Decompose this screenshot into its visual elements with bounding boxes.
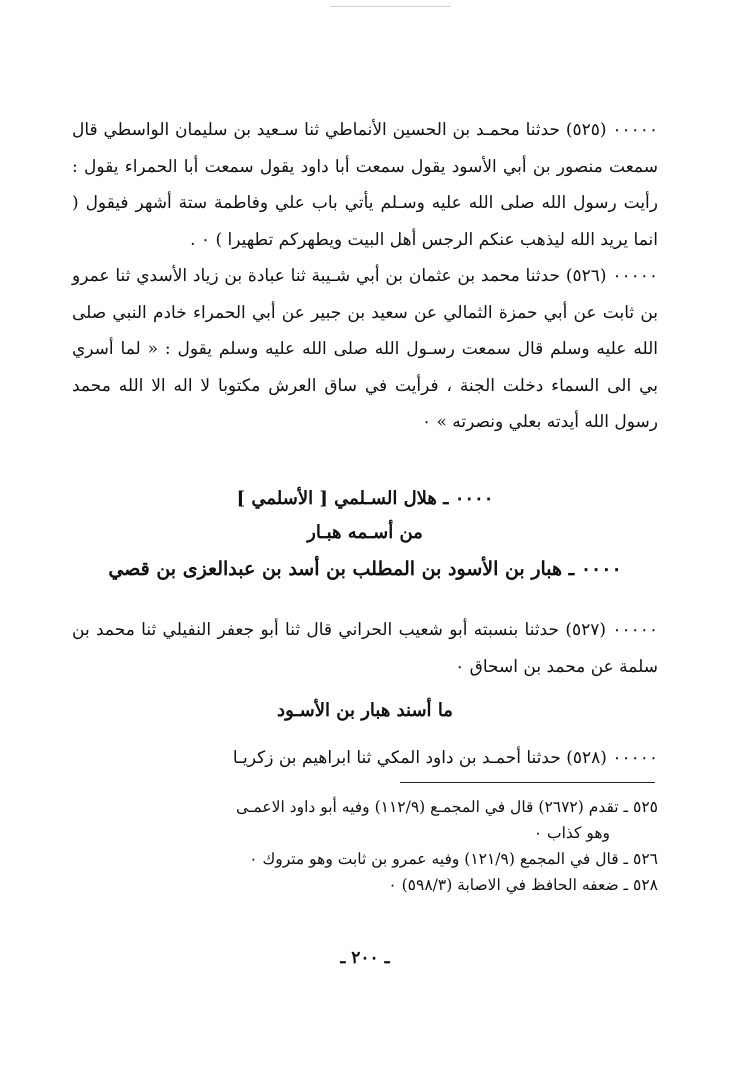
footnote-528: ٥٢٨ ـ ضعفه الحافظ في الاصابة (٥٩٨/٣) ٠ (388, 876, 658, 894)
footnote-525-continuation: وهو كذاب ٠ (533, 824, 610, 842)
main-text-block (72, 112, 658, 441)
section-heading-musnad: ما أسند هبار بن الأسـود (277, 700, 453, 721)
footnote-divider (400, 782, 655, 783)
footnote-526: ٥٢٦ ـ قال في المجمع (١٢١/٩) وفيه عمرو بن ثابت وهو متروك ٠ (249, 850, 658, 868)
hadith-526: ٠٠٠٠٠ (٥٢٦) حدثنا محمد بن عثمان بن أبي شـيبة ثنا عبادة بن زياد الأسدي ثنا عمرو بن ثابت عن أبي حمزة الثمالي عن سعيد بن جبير عن أبي الحمراء خادم النبي صلى الله عليه وسلم قال سمعت رسـول الله صلى الله عليه وسلم يقول : « لما أسري بي الى السماء دخلت الجنة ، فرأيت في ساق العرش مكتوبا لا اله الا الله محمد رسول الله أيدته بعلي ونصرته » ٠ (72, 266, 658, 432)
footnotes (72, 794, 658, 898)
section-heading-habbar-names: من أسـمه هبـار (307, 522, 423, 543)
top-divider (330, 6, 450, 7)
hadith-527: ٠٠٠٠٠ (٥٢٧) حدثنا بنسبته أبو شعيب الحراني قال ثنا أبو جعفر النفيلي ثنا محمد بن سلمة عن محمد بن اسحاق ٠ (72, 620, 658, 677)
hadith-528: ٠٠٠٠٠ (٥٢٨) حدثنا أحمـد بن داود المكي ثنا ابراهيم بن زكريـا (232, 748, 658, 768)
section-heading-habbar-lineage: ٠٠٠٠ ـ هبار بن الأسود بن المطلب بن أسد بن عبدالعزى بن قصي (108, 558, 622, 580)
section-heading-hilal: ٠٠٠٠ ـ هلال السـلمي [ الأسلمي ] (236, 488, 494, 509)
page-number: ـ ٢٠٠ ـ (340, 948, 390, 968)
hadith-525: ٠٠٠٠٠ (٥٢٥) حدثنا محمـد بن الحسين الأنماطي ثنا سـعيد بن سليمان الواسطي قال سمعت منصور بن أبي الأسود يقول سمعت أبا داود يقول سمعت أبا الحمراء يقول : رأيت رسول الله صلى الله عليه وسـلم يأتي باب علي وفاطمة ستة أشهر فيقول ( انما يريد الله ليذهب عنكم الرجس أهل البيت ويطهركم تطهيرا ) ٠ . (72, 120, 658, 250)
footnote-525: ٥٢٥ ـ تقدم (٢٦٧٢) قال في المجمـع (١١٢/٩) وفيه أبو داود الاعمـى (235, 798, 658, 816)
